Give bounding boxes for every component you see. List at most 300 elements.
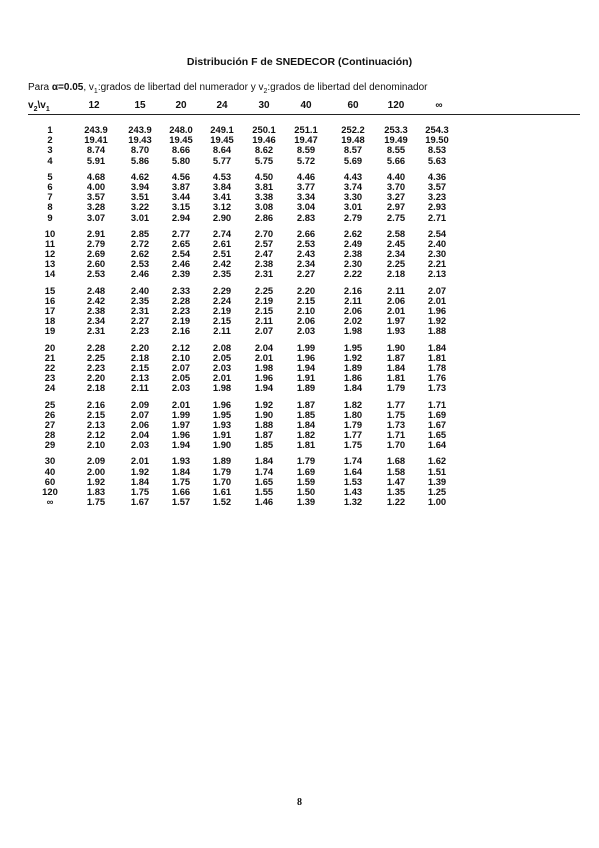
table-cell: 2.11 xyxy=(131,382,149,394)
table-cell: 1.73 xyxy=(427,382,447,394)
table-cell: 1.81 xyxy=(386,372,406,384)
table-cell: 2.12 xyxy=(86,429,106,441)
table-cell: 1.00 xyxy=(427,496,447,508)
table-cell: 4.56 xyxy=(171,170,191,182)
table-cell: 2.29 xyxy=(212,284,232,296)
table-cell: 1.79 xyxy=(343,418,363,430)
table-row xyxy=(0,497,599,507)
column-header: 120 xyxy=(387,100,405,111)
table-cell: 1.86 xyxy=(343,372,363,384)
table-cell: 3.57 xyxy=(427,180,447,192)
table-row xyxy=(0,269,599,279)
table-cell: 1.89 xyxy=(343,361,363,373)
table-cell: 2.03 xyxy=(212,361,232,373)
row-header: 18 xyxy=(44,315,56,327)
table-cell: 1.22 xyxy=(386,496,406,508)
table-cell: 1.35 xyxy=(386,486,406,497)
table-cell: 3.12 xyxy=(212,201,232,213)
table-cell: 19.45 xyxy=(169,134,193,146)
table-cell: 1.43 xyxy=(343,486,363,497)
table-cell: 1.99 xyxy=(171,408,191,420)
table-cell: 3.94 xyxy=(130,180,150,192)
table-cell: 3.22 xyxy=(130,201,150,213)
table-cell: 2.31 xyxy=(130,305,150,316)
table-cell: 1.75 xyxy=(130,486,150,497)
table-cell: 2.43 xyxy=(296,248,316,260)
table-cell: 2.15 xyxy=(86,408,106,420)
table-cell: 1.84 xyxy=(386,361,406,373)
row-header: 120 xyxy=(42,486,58,497)
table-cell: 1.68 xyxy=(386,455,406,467)
table-cell: 2.53 xyxy=(130,258,150,270)
page-title: Distribución F de SNEDECOR (Continuación) xyxy=(186,56,413,68)
table-cell: 1.75 xyxy=(86,496,106,508)
table-cell: 2.58 xyxy=(386,227,406,239)
table-cell: 3.51 xyxy=(130,191,150,203)
table-cell: 2.01 xyxy=(130,455,150,467)
table-cell: 2.06 xyxy=(386,294,406,306)
table-cell: 1.64 xyxy=(427,439,447,451)
table-row xyxy=(0,202,599,212)
table-cell: 3.77 xyxy=(296,180,316,192)
table-cell: 3.57 xyxy=(86,191,106,203)
table-cell: 1.25 xyxy=(427,486,447,497)
row-header: 10 xyxy=(44,227,56,239)
table-cell: 2.15 xyxy=(254,305,274,316)
table-cell: 2.01 xyxy=(386,305,406,316)
table-cell: 2.04 xyxy=(254,341,274,353)
table-cell: 2.57 xyxy=(254,237,274,249)
table-cell: 1.94 xyxy=(254,382,274,394)
table-cell: 2.15 xyxy=(130,361,150,373)
row-header: 30 xyxy=(44,455,56,467)
row-header: 28 xyxy=(44,429,56,441)
table-cell: 2.25 xyxy=(386,258,406,270)
table-cell: 1.90 xyxy=(212,439,232,451)
table-cell: 3.87 xyxy=(171,180,191,192)
table-cell: 2.10 xyxy=(296,305,316,316)
table-cell: 1.92 xyxy=(343,351,363,363)
table-row xyxy=(0,383,599,393)
table-cell: 1.61 xyxy=(212,486,232,497)
table-cell: 1.90 xyxy=(254,408,274,420)
table-cell: 3.30 xyxy=(343,191,363,203)
table-cell: 2.10 xyxy=(86,439,106,451)
table-cell: 1.77 xyxy=(386,398,406,410)
table-cell: 1.65 xyxy=(254,475,274,487)
table-row xyxy=(0,156,599,166)
note-part3: :grados de libertad del denominador xyxy=(267,82,428,93)
table-cell: 2.27 xyxy=(130,315,150,327)
table-cell: 1.98 xyxy=(212,382,232,394)
row-header: 19 xyxy=(44,325,56,337)
table-cell: 2.07 xyxy=(171,361,191,373)
table-cell: 3.01 xyxy=(130,211,150,223)
table-cell: 3.84 xyxy=(212,180,232,192)
table-cell: 2.19 xyxy=(254,294,274,306)
table-cell: 2.06 xyxy=(343,305,363,316)
table-cell: 19.47 xyxy=(294,134,318,146)
row-header: 29 xyxy=(44,439,56,451)
table-cell: 1.82 xyxy=(343,398,363,410)
table-cell: 1.75 xyxy=(386,408,406,420)
table-cell: 2.27 xyxy=(296,268,316,280)
table-cell: 1.67 xyxy=(130,496,150,508)
table-cell: 2.11 xyxy=(213,325,231,337)
table-cell: 2.51 xyxy=(212,248,232,260)
table-cell: 1.55 xyxy=(254,486,274,497)
table-cell: 1.98 xyxy=(254,361,274,373)
alpha-note xyxy=(28,82,428,95)
table-cell: 1.84 xyxy=(130,475,150,487)
table-cell: 2.25 xyxy=(86,351,106,363)
table-cell: 1.79 xyxy=(212,465,232,477)
row-header: 13 xyxy=(44,258,56,270)
table-cell: 249.1 xyxy=(210,124,234,135)
table-cell: 2.07 xyxy=(254,325,274,337)
table-cell: 19.48 xyxy=(341,134,365,146)
column-header: 30 xyxy=(258,100,270,111)
table-row xyxy=(0,326,599,336)
table-cell: 2.49 xyxy=(343,237,363,249)
table-cell: 2.35 xyxy=(130,294,150,306)
table-cell: 1.84 xyxy=(296,418,316,430)
table-cell: 1.92 xyxy=(86,475,106,487)
row-header: 17 xyxy=(44,305,56,316)
table-cell: 2.11 xyxy=(344,294,362,306)
table-cell: 2.01 xyxy=(254,351,274,363)
table-cell: 1.96 xyxy=(296,351,316,363)
note-sub2: 2 xyxy=(263,88,268,95)
table-cell: 2.85 xyxy=(130,227,150,239)
table-cell: 252.2 xyxy=(341,124,365,135)
table-cell: 3.07 xyxy=(86,211,106,223)
table-cell: 1.70 xyxy=(212,475,232,487)
table-cell: 1.97 xyxy=(386,315,406,327)
table-cell: 248.0 xyxy=(169,124,193,135)
table-cell: 1.51 xyxy=(427,465,447,477)
table-cell: 1.84 xyxy=(254,455,274,467)
table-cell: 1.99 xyxy=(296,341,316,353)
table-cell: 19.50 xyxy=(425,134,449,146)
table-cell: 3.70 xyxy=(386,180,406,192)
table-cell: 1.92 xyxy=(427,315,447,327)
table-cell: 2.06 xyxy=(130,418,150,430)
table-cell: 2.39 xyxy=(171,268,191,280)
table-cell: 1.94 xyxy=(171,439,191,451)
table-cell: 1.58 xyxy=(386,465,406,477)
table-cell: 4.00 xyxy=(86,180,106,192)
row-header: 14 xyxy=(44,268,56,280)
table-cell: 2.46 xyxy=(171,258,191,270)
table-cell: 1.67 xyxy=(427,418,447,430)
table-cell: 8.64 xyxy=(212,144,232,156)
table-cell: 1.90 xyxy=(386,341,406,353)
corner-sub2: 2 xyxy=(33,106,38,113)
column-header: 60 xyxy=(347,100,359,111)
table-cell: 8.57 xyxy=(343,144,363,156)
table-cell: 1.69 xyxy=(427,408,447,420)
table-cell: 1.39 xyxy=(427,475,447,487)
table-cell: 2.69 xyxy=(86,248,106,260)
table-cell: 1.70 xyxy=(386,439,406,451)
table-cell: 4.68 xyxy=(86,170,106,182)
table-cell: 5.72 xyxy=(296,154,316,166)
table-cell: 1.92 xyxy=(130,465,150,477)
table-cell: 243.9 xyxy=(128,124,152,135)
table-cell: 1.69 xyxy=(296,465,316,477)
table-cell: 4.43 xyxy=(343,170,363,182)
table-cell: 2.70 xyxy=(254,227,274,239)
table-cell: 251.1 xyxy=(294,124,318,135)
table-cell: 1.66 xyxy=(171,486,191,497)
row-header: 8 xyxy=(47,201,53,213)
table-cell: 2.40 xyxy=(130,284,150,296)
table-cell: 2.72 xyxy=(130,237,150,249)
table-cell: 2.34 xyxy=(386,248,406,260)
row-header: 6 xyxy=(47,180,53,192)
table-cell: 1.32 xyxy=(343,496,363,508)
table-cell: 8.59 xyxy=(296,144,316,156)
table-cell: 2.05 xyxy=(171,372,191,384)
table-cell: 1.85 xyxy=(254,439,274,451)
table-row xyxy=(0,440,599,450)
table-cell: 19.41 xyxy=(84,134,108,146)
table-cell: 19.46 xyxy=(252,134,276,146)
table-cell: 1.91 xyxy=(296,372,316,384)
column-header: ∞ xyxy=(435,100,443,111)
table-cell: 1.71 xyxy=(427,398,447,410)
note-part2: :grados de libertad del numerador y v xyxy=(97,82,264,93)
row-header: 5 xyxy=(47,170,53,182)
table-cell: 2.10 xyxy=(171,351,191,363)
table-cell: 4.53 xyxy=(212,170,232,182)
table-cell: 2.13 xyxy=(130,372,150,384)
row-header: 9 xyxy=(47,211,53,223)
table-cell: 253.3 xyxy=(384,124,408,135)
table-cell: 2.66 xyxy=(296,227,316,239)
header-rule xyxy=(28,114,580,115)
table-cell: 1.59 xyxy=(296,475,316,487)
table-cell: 2.06 xyxy=(296,315,316,327)
table-cell: 1.91 xyxy=(212,429,232,441)
table-cell: 1.76 xyxy=(427,372,447,384)
table-cell: 1.95 xyxy=(212,408,232,420)
table-cell: 1.46 xyxy=(254,496,274,508)
table-cell: 2.25 xyxy=(254,284,274,296)
note-prefix: Para xyxy=(28,82,52,93)
table-cell: 19.45 xyxy=(210,134,234,146)
table-cell: 19.43 xyxy=(128,134,152,146)
table-cell: 1.98 xyxy=(343,325,363,337)
table-cell: 2.18 xyxy=(130,351,150,363)
table-cell: 2.62 xyxy=(130,248,150,260)
table-cell: 1.89 xyxy=(212,455,232,467)
row-header: 27 xyxy=(44,418,56,430)
corner-v2: v xyxy=(28,100,34,111)
row-header: 12 xyxy=(44,248,56,260)
row-header: 2 xyxy=(47,134,53,146)
table-cell: 8.70 xyxy=(130,144,150,156)
row-header: ∞ xyxy=(46,496,54,508)
row-header: 40 xyxy=(44,465,56,477)
table-cell: 2.19 xyxy=(171,315,191,327)
table-cell: 5.75 xyxy=(254,154,274,166)
table-cell: 1.84 xyxy=(171,465,191,477)
table-cell: 2.16 xyxy=(86,398,106,410)
table-cell: 2.54 xyxy=(171,248,191,260)
column-header: 15 xyxy=(134,100,146,111)
table-cell: 1.81 xyxy=(427,351,447,363)
table-cell: 2.15 xyxy=(212,315,232,327)
table-cell: 2.15 xyxy=(296,294,316,306)
table-cell: 5.66 xyxy=(386,154,406,166)
table-cell: 1.53 xyxy=(343,475,363,487)
table-cell: 4.50 xyxy=(254,170,274,182)
table-cell: 2.42 xyxy=(212,258,232,270)
table-cell: 2.03 xyxy=(171,382,191,394)
table-cell: 1.84 xyxy=(343,382,363,394)
table-cell: 2.97 xyxy=(386,201,406,213)
table-cell: 1.81 xyxy=(296,439,316,451)
row-header: 21 xyxy=(44,351,56,363)
table-cell: 1.88 xyxy=(427,325,447,337)
table-cell: 1.77 xyxy=(343,429,363,441)
table-cell: 2.09 xyxy=(130,398,150,410)
table-cell: 2.20 xyxy=(130,341,150,353)
table-cell: 2.46 xyxy=(130,268,150,280)
row-header: 26 xyxy=(44,408,56,420)
table-cell: 2.45 xyxy=(386,237,406,249)
table-cell: 1.96 xyxy=(212,398,232,410)
table-cell: 2.31 xyxy=(254,268,274,280)
table-cell: 2.20 xyxy=(296,284,316,296)
table-cell: 2.61 xyxy=(212,237,232,249)
table-cell: 1.87 xyxy=(386,351,406,363)
table-cell: 1.87 xyxy=(296,398,316,410)
table-cell: 2.38 xyxy=(86,305,106,316)
table-cell: 2.22 xyxy=(343,268,363,280)
table-cell: 2.11 xyxy=(387,284,405,296)
table-cell: 2.16 xyxy=(343,284,363,296)
table-cell: 2.30 xyxy=(427,248,447,260)
table-cell: 2.07 xyxy=(130,408,150,420)
table-cell: 8.66 xyxy=(171,144,191,156)
note-part1: , v xyxy=(83,82,94,93)
row-header: 7 xyxy=(47,191,53,203)
table-cell: 1.73 xyxy=(386,418,406,430)
table-cell: 2.71 xyxy=(427,211,447,223)
table-cell: 2.01 xyxy=(212,372,232,384)
table-cell: 4.36 xyxy=(427,170,447,182)
table-cell: 2.08 xyxy=(212,341,232,353)
row-header: 60 xyxy=(44,475,56,487)
table-cell: 2.12 xyxy=(171,341,191,353)
table-cell: 2.38 xyxy=(254,258,274,270)
table-cell: 1.95 xyxy=(343,341,363,353)
table-cell: 254.3 xyxy=(425,124,449,135)
table-cell: 2.79 xyxy=(343,211,363,223)
column-header: 20 xyxy=(175,100,187,111)
table-cell: 2.20 xyxy=(86,372,106,384)
table-cell: 8.53 xyxy=(427,144,447,156)
note-sub1: 1 xyxy=(93,88,98,95)
table-cell: 1.78 xyxy=(427,361,447,373)
row-header: 4 xyxy=(47,154,53,166)
page-number: 8 xyxy=(297,797,302,808)
table-cell: 3.23 xyxy=(427,191,447,203)
table-cell: 1.50 xyxy=(296,486,316,497)
table-cell: 2.75 xyxy=(386,211,406,223)
table-cell: 250.1 xyxy=(252,124,276,135)
alpha-value: α=0.05 xyxy=(51,82,84,93)
table-cell: 2.23 xyxy=(171,305,191,316)
table-cell: 2.77 xyxy=(171,227,191,239)
table-cell: 4.46 xyxy=(296,170,316,182)
table-cell: 2.00 xyxy=(86,465,106,477)
table-cell: 2.94 xyxy=(171,211,191,223)
table-cell: 5.80 xyxy=(171,154,191,166)
table-cell: 2.01 xyxy=(427,294,447,306)
table-cell: 2.65 xyxy=(171,237,191,249)
table-cell: 2.19 xyxy=(212,305,232,316)
table-cell: 4.40 xyxy=(386,170,406,182)
table-cell: 2.48 xyxy=(86,284,106,296)
corner-sub1: 1 xyxy=(45,106,50,113)
table-cell: 5.63 xyxy=(427,154,447,166)
table-cell: 2.90 xyxy=(212,211,232,223)
table-cell: 2.35 xyxy=(212,268,232,280)
table-cell: 1.52 xyxy=(212,496,232,508)
table-cell: 2.07 xyxy=(427,284,447,296)
row-header: 11 xyxy=(45,237,55,249)
table-cell: 4.62 xyxy=(130,170,150,182)
table-cell: 2.21 xyxy=(427,258,447,270)
table-cell: 2.86 xyxy=(254,211,274,223)
table-cell: 1.74 xyxy=(254,465,274,477)
table-cell: 1.85 xyxy=(296,408,316,420)
table-cell: 2.34 xyxy=(86,315,106,327)
table-cell: 2.13 xyxy=(86,418,106,430)
table-cell: 2.28 xyxy=(86,341,106,353)
row-header: 23 xyxy=(44,372,56,384)
table-cell: 1.89 xyxy=(296,382,316,394)
table-cell: 2.53 xyxy=(296,237,316,249)
table-cell: 2.28 xyxy=(171,294,191,306)
table-row xyxy=(0,213,599,223)
table-cell: 2.24 xyxy=(212,294,232,306)
table-cell: 2.34 xyxy=(296,258,316,270)
table-cell: 8.55 xyxy=(386,144,406,156)
table-cell: 1.74 xyxy=(343,455,363,467)
table-cell: 3.27 xyxy=(386,191,406,203)
table-cell: 2.60 xyxy=(86,258,106,270)
table-cell: 2.33 xyxy=(171,284,191,296)
row-header: 22 xyxy=(44,361,56,373)
column-header: 12 xyxy=(88,100,100,111)
table-cell: 5.69 xyxy=(343,154,363,166)
table-cell: 1.75 xyxy=(343,439,363,451)
table-cell: 2.47 xyxy=(254,248,274,260)
table-cell: 1.79 xyxy=(386,382,406,394)
table-cell: 2.38 xyxy=(343,248,363,260)
table-cell: 2.31 xyxy=(86,325,106,337)
table-cell: 2.03 xyxy=(130,439,150,451)
column-header: 24 xyxy=(216,100,228,111)
row-header: 24 xyxy=(44,382,56,394)
table-cell: 2.18 xyxy=(86,382,106,394)
table-cell: 3.08 xyxy=(254,201,274,213)
